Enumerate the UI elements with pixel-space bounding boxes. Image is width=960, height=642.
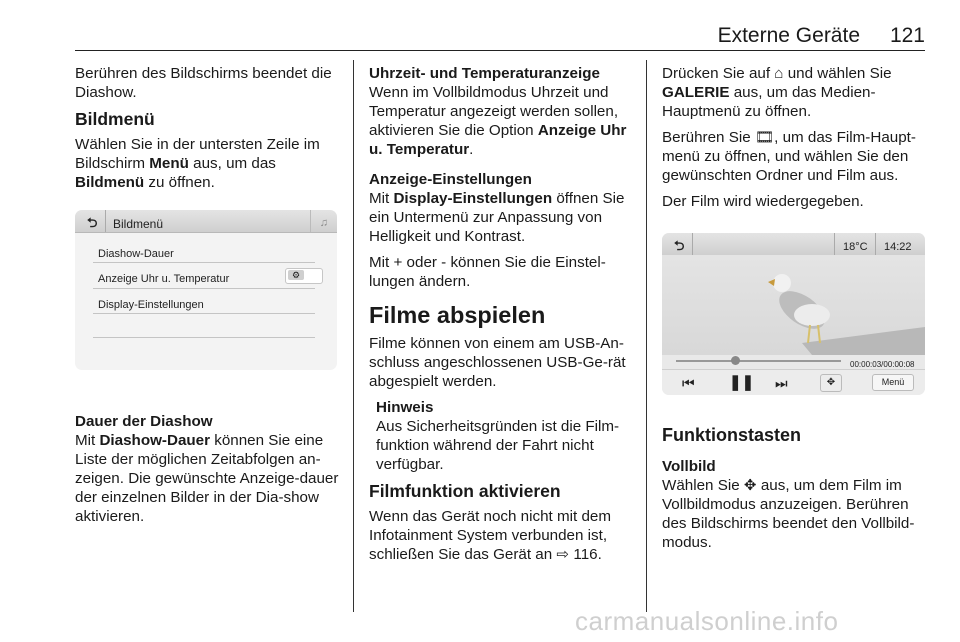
paragraph: Filme können von einem am USB-An-schluss angeschlossenen USB-Ge-rät abgespielt werden. bbox=[369, 335, 626, 390]
page-number: 121 bbox=[889, 24, 925, 47]
film-icon: 🎞 bbox=[754, 129, 775, 146]
column-divider-2 bbox=[646, 60, 647, 612]
paragraph: Wählen Sie ✥ aus, um dem Film im Vollbildmodus anzuzeigen. Berühren des Bildschirms beendet den Vollbild-modus. bbox=[662, 477, 915, 551]
heading-vollbild: Vollbild bbox=[662, 458, 716, 475]
menu-item-anzeige-uhr: Anzeige Uhr u. Temperatur bbox=[98, 273, 230, 285]
menu-item-display-einstellungen: Display-Einstellungen bbox=[98, 299, 204, 311]
screenshot-title-bar bbox=[75, 210, 337, 233]
video-screenshot bbox=[662, 233, 925, 395]
music-icon: ♫ bbox=[319, 217, 328, 229]
heading-uhrzeit: Uhrzeit- und Temperaturanzeige bbox=[369, 65, 600, 82]
seagull-image bbox=[662, 255, 925, 355]
note-box bbox=[376, 398, 637, 474]
temperature: 18°C bbox=[843, 241, 868, 253]
back-icon: ⮌ bbox=[674, 238, 685, 253]
paragraph: Berühren des Bildschirms beendet die Diashow. bbox=[75, 65, 332, 101]
fullscreen-icon: ✥ bbox=[743, 477, 757, 494]
column-3 bbox=[662, 64, 927, 559]
heading-dauer: Dauer der Diashow bbox=[75, 413, 213, 430]
home-icon: ⌂ bbox=[774, 65, 784, 82]
progress-thumb bbox=[731, 356, 740, 365]
column-1 bbox=[75, 64, 340, 533]
screenshot-title: Bildmenü bbox=[113, 217, 164, 231]
paragraph: Mit Diashow-Dauer können Sie eine Liste der möglichen Zeitabfolgen an-zeigen. Die gewünschte Anzeige-dauer der einzelnen Bilder in der Dia-show aktivieren. bbox=[75, 432, 339, 525]
back-icon: ⮌ bbox=[87, 215, 98, 230]
menu-item-diashow-dauer: Diashow-Dauer bbox=[98, 248, 174, 260]
video-top-bar bbox=[662, 233, 925, 256]
note-title: Hinweis bbox=[376, 399, 434, 416]
video-controls bbox=[662, 369, 925, 395]
bildmenu-screenshot bbox=[75, 210, 337, 370]
paragraph: Wählen Sie in der untersten Zeile im Bildschirm Menü aus, um das Bildmenü zu öffnen. bbox=[75, 136, 320, 191]
heading-filmfunktion: Filmfunktion aktivieren bbox=[369, 481, 561, 501]
progress-track bbox=[676, 360, 841, 362]
paragraph: Wenn im Vollbildmodus Uhrzeit und Temperatur angezeigt werden sollen, aktivieren Sie die Option Anzeige Uhr u. Temperatur. bbox=[369, 84, 627, 158]
timecode: 00:00:03/00:00:08 bbox=[850, 360, 915, 369]
column-2 bbox=[369, 64, 637, 571]
fullscreen-icon: ✥ bbox=[820, 374, 842, 392]
menu-button: Menü bbox=[872, 374, 914, 391]
paragraph: Der Film wird wiedergegeben. bbox=[662, 193, 864, 210]
paragraph: Berühren Sie 🎞, um das Film-Haupt-menü zu öffnen, und wählen Sie den gewünschten Ordner und Film aus. bbox=[662, 129, 916, 184]
column-divider-1 bbox=[353, 60, 354, 612]
watermark: carmanualsonline.info bbox=[575, 606, 839, 636]
header-rule bbox=[75, 50, 925, 51]
paragraph: Mit Display-Einstellungen öffnen Sie ein Untermenü zur Anpassung von Helligkeit und Kontrast. bbox=[369, 190, 625, 245]
heading-bildmenu: Bildmenü bbox=[75, 109, 155, 129]
heading-funktionstasten: Funktionstasten bbox=[662, 425, 802, 445]
page-header-title: Externe Geräte bbox=[717, 24, 860, 47]
paragraph: Wenn das Gerät noch nicht mit dem Infotainment System verbunden ist, schließen Sie das Gerät an ⇨ 116. bbox=[369, 508, 611, 563]
heading-anzeige-einstellungen: Anzeige-Einstellungen bbox=[369, 171, 532, 188]
paragraph: Mit + oder - können Sie die Einstel-lungen ändern. bbox=[369, 254, 606, 290]
video-frame bbox=[662, 255, 925, 355]
clock: 14:22 bbox=[884, 241, 912, 253]
next-icon: ⏭ bbox=[775, 375, 788, 391]
toggle-switch: ⚙ bbox=[285, 268, 323, 284]
heading-filme-abspielen: Filme abspielen bbox=[369, 302, 546, 328]
note-text: Aus Sicherheitsgründen ist die Film-funktion während der Fahrt nicht verfügbar. bbox=[376, 418, 620, 473]
paragraph: Drücken Sie auf ⌂ und wählen Sie GALERIE aus, um das Medien-Hauptmenü zu öffnen. bbox=[662, 65, 892, 120]
pause-icon: ❚❚ bbox=[729, 374, 755, 391]
previous-icon: ⏮ bbox=[682, 375, 695, 391]
reference-arrow-icon: ⇨ bbox=[556, 546, 570, 563]
